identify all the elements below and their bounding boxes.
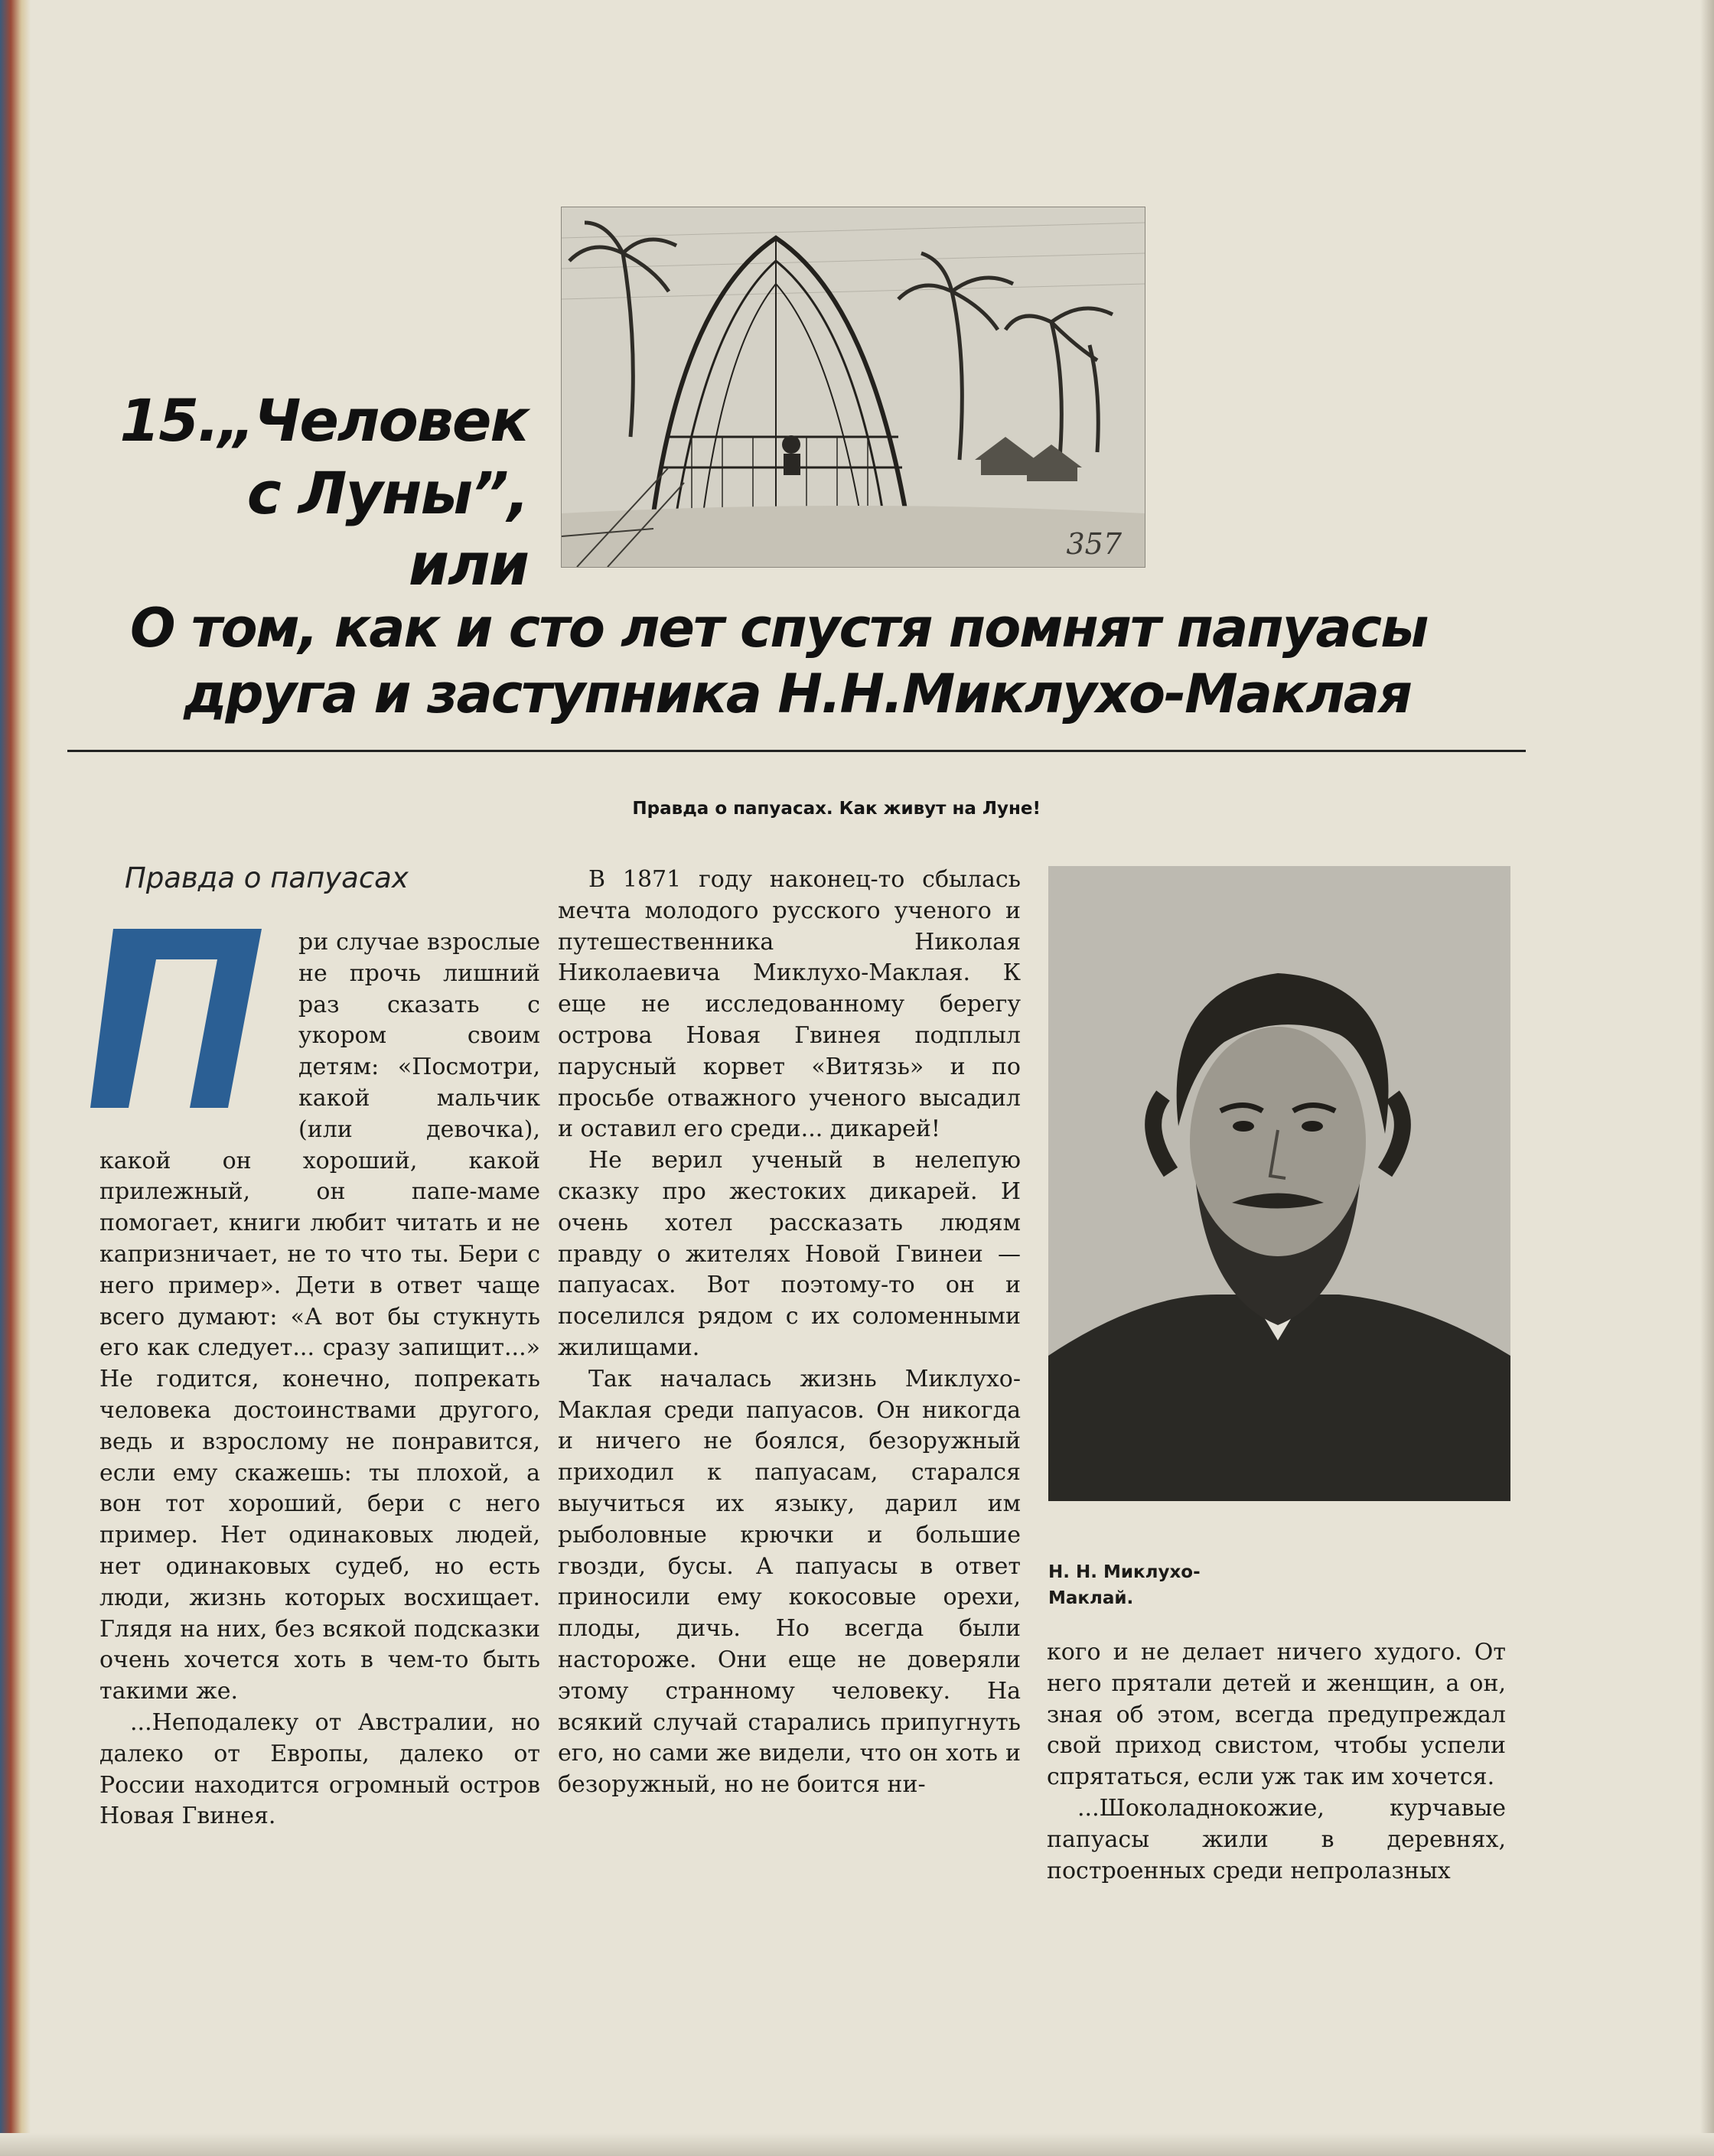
facing-page-edge xyxy=(0,0,31,2156)
title-line-1: 15.„Человек xyxy=(119,386,528,454)
running-kicker: Правда о папуасах. Как живут на Луне! xyxy=(632,799,1041,819)
subtitle-line-2: друга и заступника Н.Н.Миклухо-Маклая xyxy=(184,663,1411,725)
hut-illustration xyxy=(561,207,1145,568)
column1-paragraph-2: ...Неподалеку от Австралии, но далеко от Европы, далеко от России находится огромный остров Новая Гвинея. xyxy=(99,1708,540,1830)
portrait-caption: Н. Н. Миклухо-Маклай. xyxy=(1048,1562,1201,1608)
page-edge-shadow xyxy=(1700,0,1714,2156)
portrait-photo xyxy=(1048,866,1510,1501)
column2-paragraph-3: Так началась жизнь Миклухо-Маклая среди папуасов. Он никогда и ничего не боялся, безоружный приходил к папуасам, старался выучиться их языку, дарил им рыболовные крючки и большие гвозди, бусы. А папуасы в ответ приносили ему кокосовые орехи, плоды, дичь. Но всегда были настороже. Они еще не доверяли этому странному человеку. На всякий случай старались припугнуть его, но сами же видели, что он хоть и безоружный, но не боится ни- xyxy=(558,1365,1021,1799)
illustration-number: 357 xyxy=(1066,527,1122,561)
column3-paragraph-2: ...Шоколаднокожие, курчавые папуасы жили в деревнях, построенных среди непролазных xyxy=(1047,1794,1506,1884)
section-title: Правда о папуасах xyxy=(125,861,409,894)
article-column-2 xyxy=(558,865,1021,1801)
header-divider xyxy=(67,750,1526,752)
column3-paragraph-1: кого и не делает ничего худого. От него прятали детей и женщин, а он, зная об этом, всегда предупреждал свой приход свистом, чтобы успели спрятаться, если уж так им хочется. xyxy=(1047,1639,1506,1791)
column1-paragraph-1: ри случае взрослые не прочь лишний раз сказать с укором своим детям: «Посмотри, какой мальчик (или девочка), какой он хороший, какой прилежный, он папе-маме помогает, книги любит читать и не капризничает, не то что ты. Бери с него пример». Дети в ответ чаще всего думают: «А вот бы стукнуть его как следует... сразу запищит...» Не годится, конечно, попрекать человека достоинствами другого, ведь и взрослому не понравится, если ему скажешь: ты плохой, а вон тот хороший, бери с него пример. Нет одинаковых людей, нет одинаковых судеб, но есть люди, жизнь которых восхищает. Глядя на них, без всякой подсказки очень хочется хоть в чем-то быть такими же. xyxy=(99,929,540,1705)
column2-paragraph-1: В 1871 году наконец-то сбылась мечта молодого русского ученого и путешественника Николая Николаевича Миклухо-Маклая. К еще не исследованному берегу острова Новая Гвинея подплыл парусный корвет «Витязь» и по просьбе отважного ученого высадил и оставил его среди... дикарей! xyxy=(558,866,1021,1143)
article-column-3 xyxy=(1047,1637,1506,1887)
subtitle-line-1: О том, как и сто лет спустя помнят папуасы xyxy=(130,597,1428,660)
article-column-1 xyxy=(99,927,540,1832)
title-line-3: или xyxy=(408,530,528,598)
title-line-2: с Луны”, xyxy=(246,459,528,527)
page-bottom-shadow xyxy=(0,2133,1714,2156)
column2-paragraph-2: Не верил ученый в нелепую сказку про жестоких дикарей. И очень хотел рассказать людям правду о жителях Новой Гвинеи — папуасах. Вот поэтому-то он и поселился рядом с их соломенными жилищами. xyxy=(558,1147,1021,1361)
